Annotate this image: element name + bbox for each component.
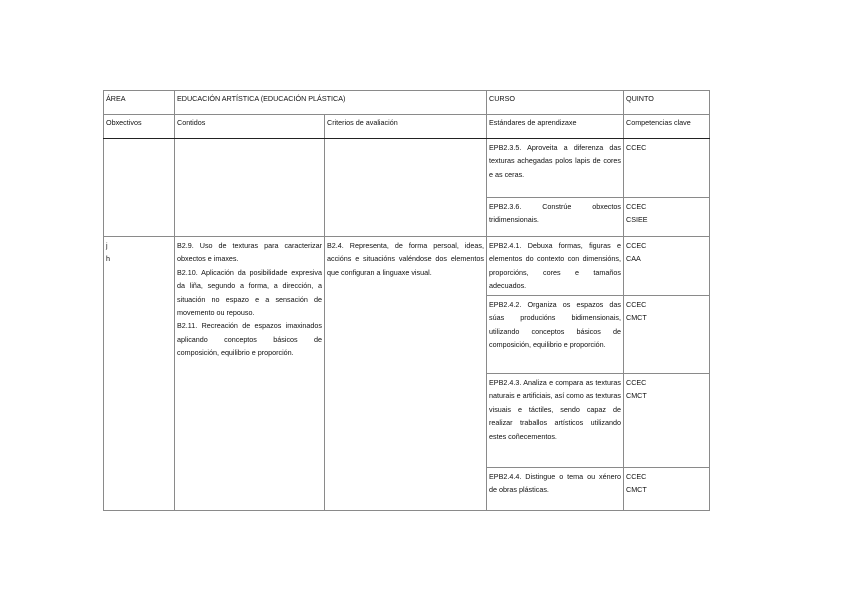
contido: B2.11. Recreación de espazos imaxinados aplicando conceptos básicos de composición, equilibrio e proporción. — [177, 321, 322, 358]
curso-value: QUINTO — [624, 91, 710, 115]
criterios-cell: B2.4. Representa, de forma persoal, ideas, accións e situacións valéndose dos elementos que configuran a linguaxe visual. — [325, 237, 487, 511]
obxectivo: h — [106, 254, 110, 264]
contido: B2.9. Uso de texturas para caracterizar obxectos e imaxes. — [177, 241, 322, 264]
competencia: CMCT — [626, 391, 647, 401]
standard-cell: EPB2.4.1. Debuxa formas, figuras e elementos do contexto con dimensións, proporcións, cores e tamaños adecuados. — [487, 237, 624, 296]
competencia: CMCT — [626, 485, 647, 495]
obxectivo: j — [106, 241, 108, 250]
obxectivos-cell — [104, 237, 175, 511]
standard-cell: EPB2.4.4. Distingue o tema ou xénero de obras plásticas. — [487, 468, 624, 511]
competencias-cell — [624, 374, 710, 468]
standard-cell: EPB2.3.5. Aproveita a diferenza das texturas achegadas polos lapis de cores e as ceras. — [487, 139, 624, 198]
col-header-obxectivos: Obxectivos — [104, 115, 175, 139]
contidos-cell — [175, 237, 325, 511]
curriculum-table — [103, 90, 710, 511]
competencia: CCEC — [626, 241, 647, 250]
standard-cell: EPB2.4.3. Analiza e compara as texturas naturais e artificiais, así como as texturas visuais e táctiles, sendo capaz de realizar traballos artísticos utilizando estes coñecementos. — [487, 374, 624, 468]
standard-cell: EPB2.3.6. Constrúe obxectos tridimensionais. — [487, 198, 624, 237]
competencia: CAA — [626, 254, 641, 264]
curso-label: CURSO — [487, 91, 624, 115]
competencia: CCEC — [626, 202, 647, 211]
obxectivos-cell — [104, 139, 175, 237]
competencia: CCEC — [626, 143, 647, 152]
competencias-cell — [624, 198, 710, 237]
col-header-criterios: Criterios de avaliación — [325, 115, 487, 139]
area-value: EDUCACIÓN ARTÍSTICA (EDUCACIÓN PLÁSTICA) — [175, 91, 487, 115]
column-header-row — [104, 115, 710, 139]
competencias-cell — [624, 468, 710, 511]
criterios-cell — [325, 139, 487, 237]
competencia: CCEC — [626, 378, 647, 387]
contido: B2.10. Aplicación da posibilidade expresiva da liña, segundo a forma, a dirección, a situación no espazo e a sensación de movemento ou repouso. — [177, 267, 322, 318]
col-header-contidos: Contidos — [175, 115, 325, 139]
contidos-cell — [175, 139, 325, 237]
area-label: ÁREA — [104, 91, 175, 115]
table-row — [104, 237, 710, 296]
competencias-cell — [624, 139, 710, 198]
competencia: CSIEE — [626, 215, 648, 225]
standard-cell: EPB2.4.2. Organiza os espazos das súas producións bidimensionais, utilizando conceptos básicos de composición, equilibrio e proporción. — [487, 296, 624, 374]
competencia: CMCT — [626, 313, 647, 323]
col-header-estandares: Estándares de aprendizaxe — [487, 115, 624, 139]
competencias-cell — [624, 237, 710, 296]
header-row — [104, 91, 710, 115]
competencia: CCEC — [626, 472, 647, 481]
table-row — [104, 139, 710, 198]
competencia: CCEC — [626, 300, 647, 309]
competencias-cell — [624, 296, 710, 374]
col-header-competencias: Competencias clave — [624, 115, 710, 139]
